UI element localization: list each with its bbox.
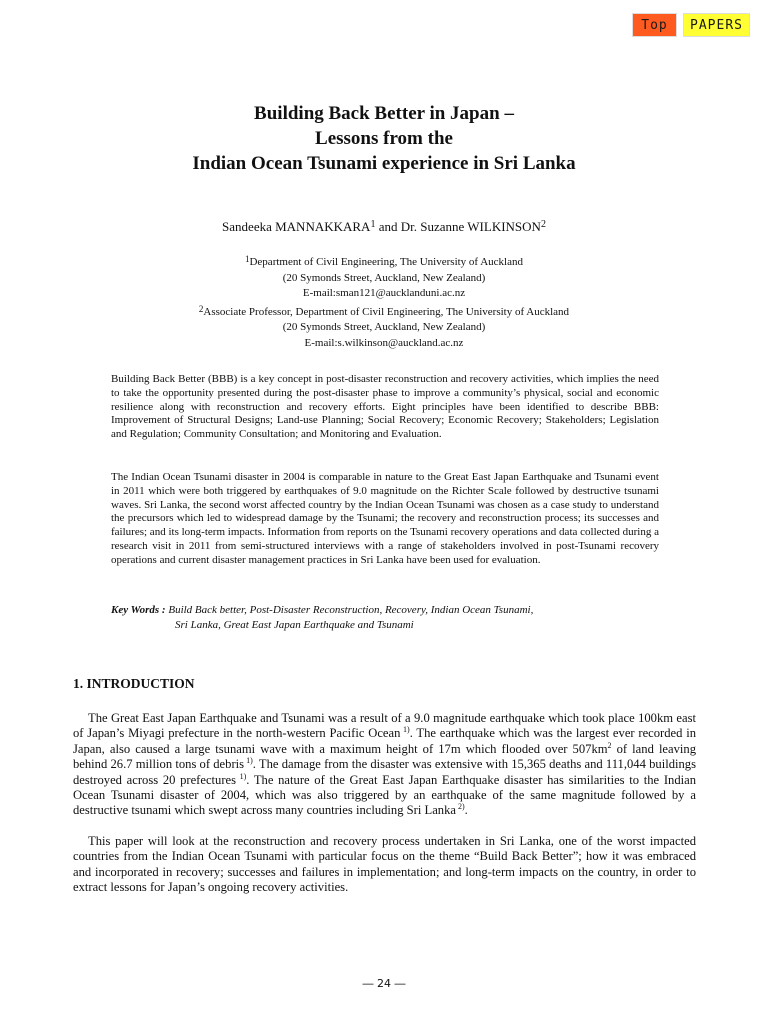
affiliation-1-address: (20 Symonds Street, Auckland, New Zealand) [282, 271, 486, 284]
author-list [0, 219, 768, 235]
affiliation-1-dept [0, 252, 768, 271]
intro-paragraph-1 [73, 711, 696, 819]
keywords-label: Key Words : [111, 604, 166, 616]
intro-text: . The damage from the disaster was extensive with 15,365 deaths and 111,044 buildings destroyed across 20 prefectures [73, 757, 696, 787]
intro-paragraph-2: This paper will look at the reconstruction and recovery process undertaken in Sri Lanka, one of the worst impacted countries from the Indian Ocean Tsunami with particular focus on the theme “Build Back Better”; how it was embraced and incorporated in recovery; successes and failures in implementation; and long-term impacts on the country, in order to extract lessons for Japan’s ongoing recovery activities. [73, 834, 696, 895]
page-number: ― 24 ― [362, 977, 406, 990]
affiliation-1-email: E-mail:sman121@aucklanduni.ac.nz [302, 287, 466, 299]
title-line-3: Indian Ocean Tsunami experience in Sri Lanka [192, 153, 576, 174]
abstract-paragraph-1: Building Back Better (BBB) is a key concept in post-disaster reconstruction and recovery activities, which implies the need to take the opportunity presented during the post-disaster phase to improve a community’s physical, social and economic resilience along with reconstruction and recovery efforts. Eight principles have been identified to describe BBB: Improvement of Structural Designs; Land-use Planning; Social Recovery; Economic Recovery; Stakeholders; Legislation and Regulation; Community Consultation; and Monitoring and Evaluation. [111, 373, 659, 441]
affiliation-2-dept [0, 302, 768, 321]
affiliation-2-mark: 2 [198, 303, 204, 314]
intro-text: The Great East Japan Earthquake and Tsunami was a result of a 9.0 magnitude earthquake which took place 100km east of Japan’s Miyagi prefecture in the north-western Pacific Ocean [73, 711, 696, 741]
title-line-2: Lessons from the [315, 128, 453, 149]
section-heading: 1. INTRODUCTION [73, 676, 195, 691]
keywords [111, 603, 671, 632]
affiliation-1-text: Department of Civil Engineering, The University of Auckland [249, 256, 523, 268]
intro-text: . The nature of the Great East Japan Earthquake disaster has similarities to the Indian Ocean Tsunami disaster of 2004, which was also triggered by an earthquake of the same magnitude followed by a destructive tsunami which swept across many countries including Sri Lanka [73, 772, 696, 818]
paper-title [0, 101, 768, 176]
intro-text: of land leaving behind 26.7 million tons of debris [73, 741, 697, 772]
citation: 2) [455, 802, 465, 812]
superscript-2: 2 [607, 740, 612, 750]
author-1-mark: 1 [370, 219, 376, 230]
citation: 1) [400, 725, 410, 735]
top-link[interactable]: Top [632, 13, 677, 37]
affiliations [0, 252, 768, 351]
affiliation-2-email: E-mail:s.wilkinson@auckland.ac.nz [304, 336, 464, 349]
intro-text: . [464, 803, 468, 818]
title-line-1: Building Back Better in Japan – [254, 103, 514, 124]
affiliation-1-mark: 1 [244, 254, 250, 264]
keywords-line-1 [111, 603, 671, 618]
keywords-text-1: Build Back better, Post-Disaster Reconstruction, Recovery, Indian Ocean Tsunami, [165, 604, 534, 616]
author-2-mark: 2 [540, 219, 546, 230]
author-2-name: and Dr. Suzanne WILKINSON [375, 219, 541, 234]
intro-text: . The earthquake which was the largest ever recorded in Japan, also caused a large tsunami wave with a maximum height of 17m which flooded over 507km [73, 726, 696, 756]
citation: 1) [244, 756, 253, 766]
citation: 1) [236, 771, 247, 781]
keywords-line-2: Sri Lanka, Great East Japan Earthquake and Tsunami [175, 618, 414, 631]
papers-link[interactable]: PAPERS [683, 13, 750, 37]
affiliation-2-text: Associate Professor, Department of Civil Engineering, The University of Auckland [203, 305, 570, 318]
author-1-name: Sandeeka MANNAKKARA [222, 219, 371, 234]
abstract-paragraph-2: The Indian Ocean Tsunami disaster in 2004 is comparable in nature to the Great East Japan Earthquake and Tsunami event in 2011 which were both triggered by earthquakes of 9.0 magnitude on the Richter Scale followed by destructive tsunami waves. Sri Lanka, the second worst affected country by the Indian Ocean Tsunami was chosen as a case study to understand the precursors which led to widespread damage by the Tsunami; the recovery and reconstruction process; its successes and failures; and its long-term impacts. Information from reports on the Tsunami recovery operations and data collected during a research visit in 2011 from semi-structured interviews with a range of stakeholders involved in post-Tsunami recovery operations and current disaster management practices in Sri Lanka have been used for evaluation. [111, 471, 659, 566]
affiliation-2-address: (20 Symonds Street, Auckland, New Zealand) [282, 321, 486, 333]
